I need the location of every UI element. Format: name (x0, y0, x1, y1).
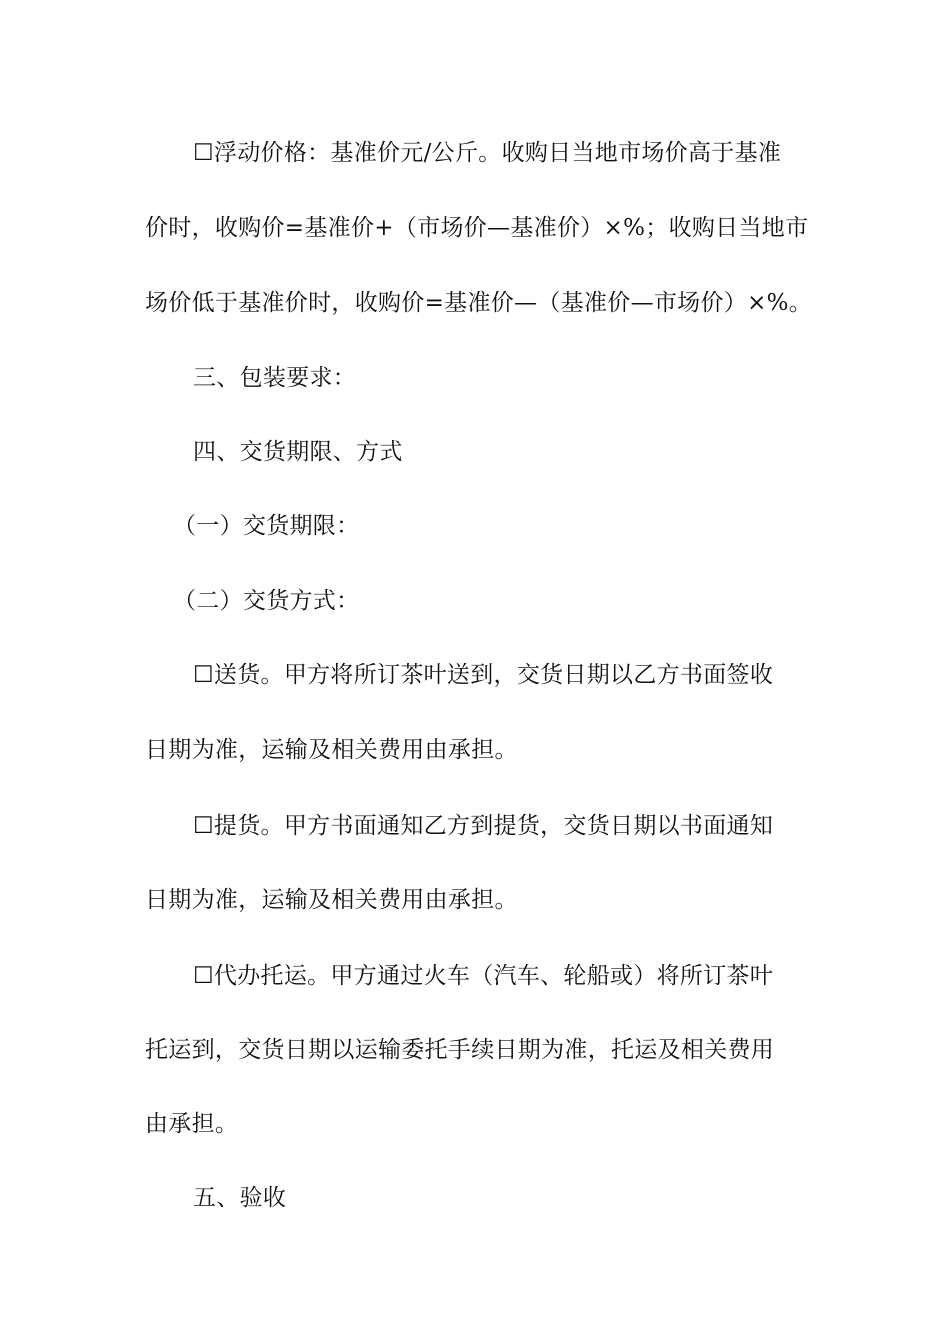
section-heading-delivery: 四、交货期限、方式 (193, 439, 403, 465)
delivery-option-pickup: ☐提货。甲方书面通知乙方到提货，交货日期以书面通知 (193, 813, 774, 839)
section-heading-acceptance: 五、验收 (193, 1185, 287, 1211)
subsection-delivery-method: （二）交货方式： (173, 588, 360, 614)
floating-price-clause-cont-1: 价时，收购价=基准价+（市场价—基准价）×%；收购日当地市 (145, 215, 809, 241)
floating-price-clause-cont-2: 场价低于基准价时，收购价=基准价—（基准价—市场价）×%。 (145, 290, 813, 316)
floating-price-clause: ☐浮动价格：基准价元/公斤。收购日当地市场价高于基准 (193, 140, 782, 166)
delivery-option-shipping: ☐送货。甲方将所订茶叶送到，交货日期以乙方书面签收 (193, 662, 774, 688)
delivery-option-pickup-cont: 日期为准，运输及相关费用由承担。 (145, 887, 518, 913)
delivery-option-consignment: ☐代办托运。甲方通过火车（汽车、轮船或）将所订茶叶 (193, 963, 774, 989)
delivery-option-consignment-cont-1: 托运到，交货日期以运输委托手续日期为准，托运及相关费用 (145, 1037, 775, 1063)
section-heading-packaging: 三、包装要求： (193, 365, 357, 391)
subsection-delivery-period: （一）交货期限： (173, 513, 360, 539)
delivery-option-shipping-cont: 日期为准，运输及相关费用由承担。 (145, 737, 518, 763)
delivery-option-consignment-cont-2: 由承担。 (145, 1111, 239, 1137)
